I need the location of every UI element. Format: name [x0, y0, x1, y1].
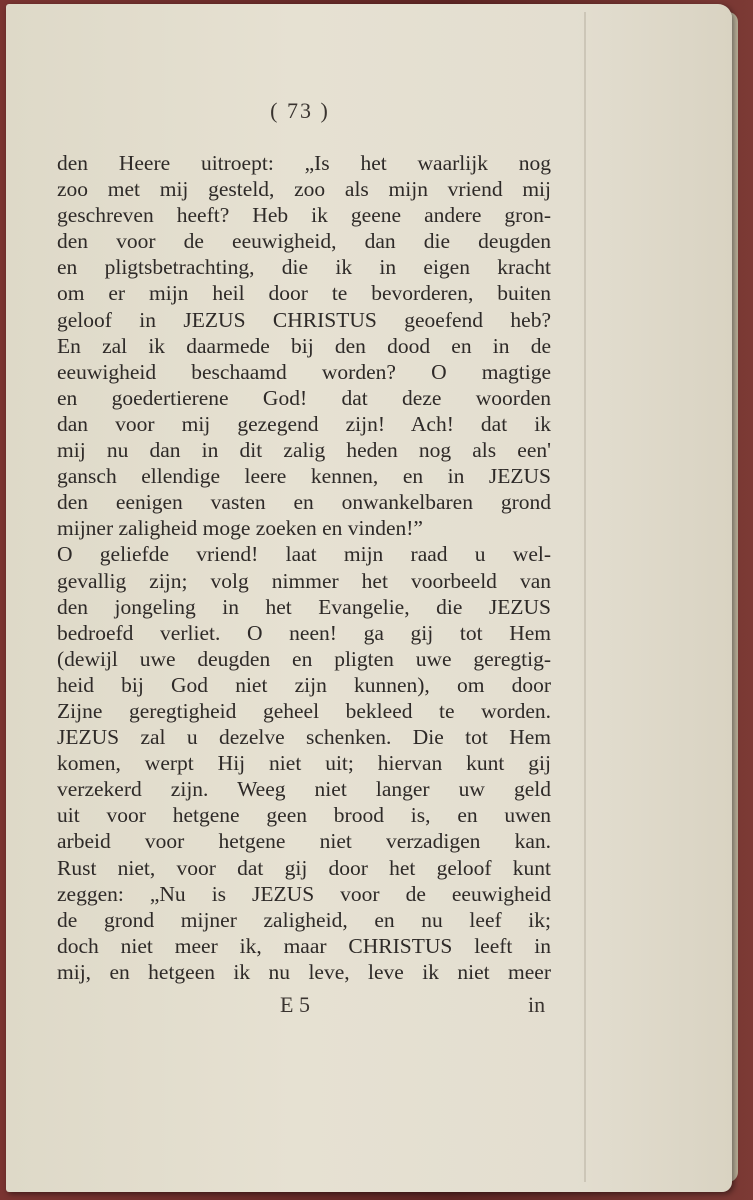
text-line: den Heere uitroept: „Is het waarlijk nog [57, 151, 551, 175]
text-line: dan voor mij gezegend zijn! Ach! dat ik [57, 411, 551, 436]
text-line: en pligtsbetrachting, die ik in eigen kracht [57, 255, 551, 280]
text-line: den jongeling in het Evangelie, die JEZUS [57, 594, 551, 619]
text-line: geschreven heeft? Heb ik geene andere gron- [57, 203, 551, 228]
text-line: eeuwigheid beschaamd worden? O magtige [57, 359, 551, 384]
text-line: mij nu dan in dit zalig heden nog als een' [57, 438, 551, 463]
text-line: mij, en hetgeen ik nu leve, leve ik niet meer [57, 959, 551, 984]
text-line: om er mijn heil door te bevorderen, buiten [57, 281, 551, 306]
text-line: zoo met mij gesteld, zoo als mijn vriend mij [57, 177, 551, 202]
text-line: en goedertierene God! dat deze woorden [57, 385, 551, 410]
text-line: den voor de eeuwigheid, dan die deugden [57, 229, 551, 254]
text-line: O geliefde vriend! laat mijn raad u wel- [57, 542, 551, 567]
text-line: Rust niet, voor dat gij door het geloof kunt [57, 855, 551, 880]
signature-mark: E 5 [280, 992, 310, 1017]
text-line: zeggen: „Nu is JEZUS voor de eeuwigheid [57, 881, 551, 906]
text-line: JEZUS zal u dezelve schenken. Die tot Hem [57, 725, 551, 750]
text-line: uit voor hetgene geen brood is, en uwen [57, 803, 551, 828]
text-line: gansch ellendige leere kennen, en in JEZUS [57, 464, 551, 489]
text-line: gevallig zijn; volg nimmer het voorbeeld van [57, 568, 551, 593]
text-line: den eenigen vasten en onwankelbaren grond [57, 490, 551, 515]
text-line: komen, werpt Hij niet uit; hiervan kunt gij [57, 751, 551, 776]
text-line: heid bij God niet zijn kunnen), om door [57, 672, 551, 697]
text-line: arbeid voor hetgene niet verzadigen kan. [57, 829, 551, 854]
text-line: En zal ik daarmede bij den dood en in de [57, 333, 551, 358]
text-line: de grond mijner zaligheid, en nu leef ik; [57, 907, 551, 932]
text-line: bedroefd verliet. O neen! ga gij tot Hem [57, 620, 551, 645]
page-number: ( 73 ) [270, 98, 330, 123]
body-text [57, 150, 551, 985]
text-line: doch niet meer ik, maar CHRISTUS leeft in [57, 933, 551, 958]
text-line: verzekerd zijn. Weeg niet langer uw geld [57, 777, 551, 802]
text-line: mijner zaligheid moge zoeken en vinden!” [57, 516, 423, 541]
catchword: in [528, 992, 546, 1017]
text-line: Zijne geregtigheid geheel bekleed te worden. [57, 698, 551, 723]
text-line: (dewijl uwe deugden en pligten uwe geregtig- [57, 646, 551, 671]
text-line: geloof in JEZUS CHRISTUS geoefend heb? [57, 307, 551, 332]
